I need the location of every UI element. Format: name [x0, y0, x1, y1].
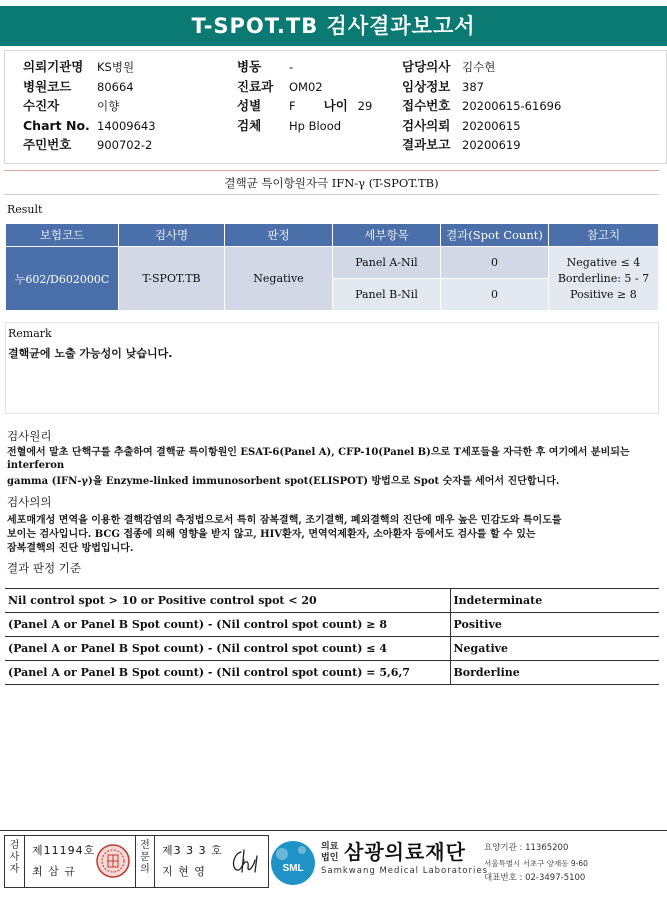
principle-text-line: 전혈에서 말초 단핵구를 추출하여 결핵균 특이항원인 ESAT-6(Panel A), CFP-10(Panel B)으로 T세포들을 자극한 후 여기에서 분비되는 interferon [7, 447, 630, 471]
column-header: 세부항목 [333, 224, 440, 246]
field-value: 김수현 [462, 60, 496, 74]
detail-item-cell: Panel B-Nil [333, 279, 440, 310]
field-label: 검사의뢰 [402, 117, 451, 133]
criteria-result: Indeterminate [450, 589, 659, 613]
reference-cell [549, 247, 658, 310]
field-value: OM02 [289, 79, 323, 94]
field-label: 성별 [237, 98, 262, 113]
specialist-name: 지 현 영 [162, 865, 206, 878]
judgement-cell: Negative [225, 247, 332, 310]
significance-title: 검사의의 [7, 495, 52, 509]
field-value: 80664 [97, 79, 134, 94]
specialist-label-text: 전문의 [140, 840, 150, 875]
criteria-row [5, 589, 659, 613]
org-info-line: 서울특별시 서초구 양재동 9-60 [484, 859, 588, 868]
significance-text-line: 세포매개성 면역을 이용한 결핵감염의 측정법으로서 특히 잠복결핵, 조기결핵, 폐외결핵의 진단에 매우 높은 민감도와 특이도를 [7, 515, 562, 526]
criteria-condition: (Panel A or Panel B Spot count) - (Nil control spot count) ≤ 4 [5, 637, 450, 661]
criteria-table [5, 588, 659, 685]
org-english-name: Samkwang Medical Laboratories [321, 866, 489, 876]
field-value: 14009643 [97, 118, 156, 133]
field-label: 의뢰기관명 [23, 59, 84, 74]
org-info-line: 요양기관 : 11365200 [484, 843, 569, 853]
field-label: 주민번호 [23, 137, 72, 152]
field-value: - [289, 60, 294, 74]
inspector-license: 제11194호 [32, 844, 96, 857]
principle-panel [5, 424, 659, 586]
field-value: 이향 [97, 99, 120, 113]
reference-line: Borderline: 5 - 7 [557, 271, 650, 285]
criteria-result: Borderline [450, 661, 659, 685]
result-table [5, 223, 659, 311]
insurance-code-cell: 누602/D602000C [6, 247, 118, 310]
org-name: 삼광의료재단 [344, 840, 466, 864]
criteria-condition: (Panel A or Panel B Spot count) - (Nil control spot count) = 5,6,7 [5, 661, 450, 685]
signature-icon [227, 846, 263, 878]
field-value: 20200615 [462, 118, 521, 133]
field-value: 900702-2 [97, 138, 153, 152]
report-title: T-SPOT.TB 검사결과보고서 [0, 6, 667, 46]
field-label: 수진자 [23, 98, 60, 113]
sml-logo-icon [270, 840, 316, 886]
criteria-title: 결과 판정 기준 [7, 561, 81, 575]
result-label: Result [7, 203, 43, 216]
criteria-condition: (Panel A or Panel B Spot count) - (Nil control spot count) ≥ 8 [5, 613, 450, 637]
patient-info-col2 [237, 57, 372, 135]
divider [0, 830, 667, 831]
remark-panel [5, 322, 659, 414]
signature-box [4, 835, 269, 888]
criteria-condition: Nil control spot > 10 or Positive control spot < 20 [5, 589, 450, 613]
field-label: 임상정보 [402, 78, 451, 94]
principle-text-line: gamma (IFN-γ)을 Enzyme-linked immunosorbent spot(ELISPOT) 방법으로 Spot 숫자를 세어서 진단합니다. [7, 476, 560, 487]
column-header: 결과(Spot Count) [441, 224, 548, 246]
field-value: 20200615-61696 [462, 99, 562, 113]
age-label: 나이 [323, 98, 348, 113]
remark-title: Remark [8, 327, 52, 340]
significance-text-line: 보이는 검사입니다. BCG 접종에 의해 영향을 받지 않고, HIV환자, 면역억제환자, 소아환자 등에서도 검사를 할 수 있는 [7, 529, 536, 540]
specialist-license: 제3 3 3 호 [162, 844, 223, 857]
field-label: 진료과 [237, 78, 274, 94]
column-header: 판정 [225, 224, 332, 246]
criteria-row [5, 637, 659, 661]
remark-text: 결핵균에 노출 가능성이 낮습니다. [8, 347, 173, 360]
field-label: 병동 [237, 59, 262, 74]
test-name-cell: T-SPOT.TB [119, 247, 224, 310]
field-label: 접수번호 [402, 98, 451, 113]
result-value-cell: 0 [441, 279, 548, 310]
detail-item-cell: Panel A-Nil [333, 247, 440, 278]
column-header: 참고치 [549, 224, 658, 246]
field-value: KS병원 [97, 60, 135, 74]
criteria-row [5, 613, 659, 637]
result-value-cell: 0 [441, 247, 548, 278]
criteria-result: Negative [450, 637, 659, 661]
column-header: 검사명 [119, 224, 224, 246]
org-contact-info [484, 841, 588, 886]
org-info-line: 대표번호 : 02-3497-5100 [484, 873, 586, 883]
section-title: 결핵균 특이항원자극 IFN-γ (T-SPOT.TB) [224, 176, 439, 190]
specialist-label [135, 836, 155, 887]
logo-text: SML [282, 863, 304, 874]
divider [4, 170, 659, 171]
field-label: 결과보고 [402, 137, 451, 152]
field-label: 병원코드 [23, 78, 72, 94]
age-value: 29 [357, 99, 373, 113]
criteria-result: Positive [450, 613, 659, 637]
field-value: Hp Blood [289, 118, 342, 133]
field-value: 20200619 [462, 138, 521, 152]
principle-title: 검사원리 [7, 429, 52, 443]
field-label: 담당의사 [402, 59, 451, 74]
column-header: 보험코드 [6, 224, 118, 246]
criteria-row [5, 661, 659, 685]
reference-line: Positive ≥ 8 [570, 287, 637, 301]
reference-line: Negative ≤ 4 [566, 255, 641, 269]
patient-info-col3 [402, 57, 561, 155]
significance-text-line: 잠복결핵의 진단 방법입니다. [7, 543, 134, 554]
field-value: 387 [462, 79, 484, 94]
inspector-name: 최 삼 규 [32, 865, 76, 878]
inspector-label-text: 검사자 [9, 840, 20, 875]
seal-stamp-icon [95, 843, 131, 879]
patient-info-panel [4, 50, 667, 164]
divider [4, 194, 659, 195]
field-value: F [289, 99, 296, 113]
field-label: Chart No. [23, 117, 90, 133]
inspector-label [5, 836, 25, 887]
field-label: 검체 [237, 117, 262, 133]
patient-info-col1 [23, 57, 156, 155]
org-type: 의료법인 [321, 842, 339, 863]
